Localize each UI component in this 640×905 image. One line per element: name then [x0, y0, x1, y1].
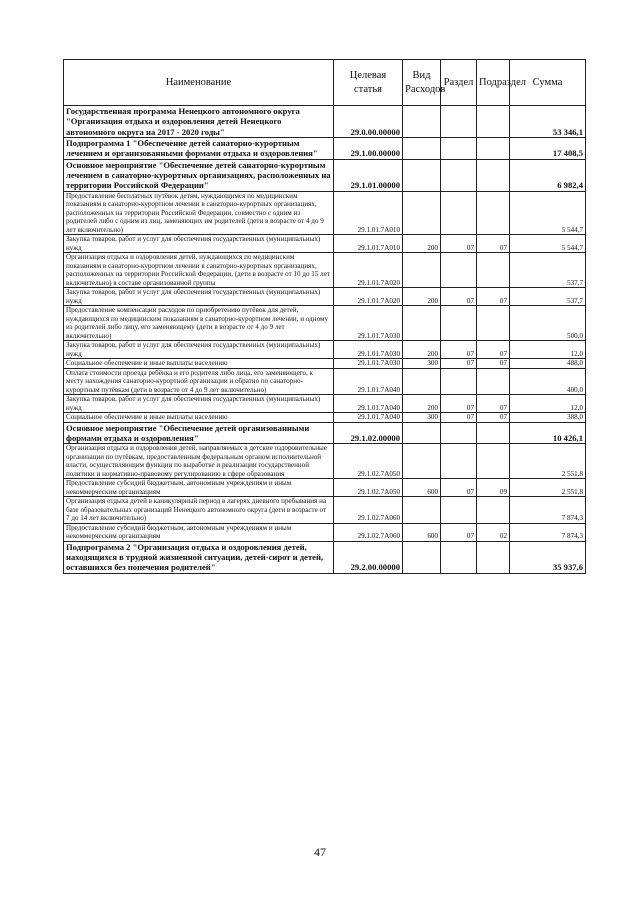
row-name: Предоставление субсидий бюджетным, автономным учреждениям и иным некоммерческим организациям [64, 479, 334, 497]
row-sum: 537,7 [510, 253, 586, 288]
table-row [64, 422, 586, 444]
row-vid [403, 368, 441, 395]
row-sum: 35 937,6 [510, 541, 586, 573]
row-sum: 7 874,3 [510, 497, 586, 524]
header-podrazdel: Подраздел [477, 60, 510, 106]
row-sum: 400,0 [510, 368, 586, 395]
table-row [64, 444, 586, 479]
table-row [64, 235, 586, 253]
row-sum: 2 551,8 [510, 444, 586, 479]
table-body [64, 106, 586, 574]
row-razdel [441, 422, 477, 444]
row-name: Социальное обеспечение и иные выплаты населению [64, 359, 334, 369]
row-vid: 300 [403, 413, 441, 423]
row-sum: 6 982,4 [510, 159, 586, 191]
row-target: 29.1.02.7А060 [334, 497, 403, 524]
row-sum: 5 544,7 [510, 235, 586, 253]
row-razdel [441, 497, 477, 524]
row-sum: 12,0 [510, 395, 586, 413]
row-target: 29.1.01.7А040 [334, 395, 403, 413]
row-sum: 10 426,1 [510, 422, 586, 444]
row-target: 29.1.00.00000 [334, 137, 403, 159]
row-podrazdel [477, 497, 510, 524]
row-name: Организация отдыха и оздоровления детей, нуждающихся по медицинским показаниям в санаторно-курортном лечении в санаторно-курортных организациях, расположенных на территории Российской Федерации, (дети в возрасте от 10 до 15 лет включительно) в составе организованной группы [64, 253, 334, 288]
row-name: Предоставление компенсации расходов по приобретению путёвок для детей, нуждающихся по медицинским показаниям в санаторно-курортном лечении, и одному из родителей либо лицу, его заменяющему (дети в возрасте от 4 до 9 лет включительно) [64, 306, 334, 341]
header-vid: Вид Расходов [403, 60, 441, 106]
row-vid: 200 [403, 341, 441, 359]
table-header-row [64, 60, 586, 106]
row-sum: 7 874,3 [510, 523, 586, 541]
row-podrazdel: 07 [477, 288, 510, 306]
row-podrazdel: 09 [477, 479, 510, 497]
row-razdel: 07 [441, 359, 477, 369]
row-name: Социальное обеспечение и иные выплаты населению [64, 413, 334, 423]
table-row [64, 288, 586, 306]
header-target: Целевая статья [334, 60, 403, 106]
row-target: 29.1.02.7А050 [334, 479, 403, 497]
row-target: 29.1.01.7А010 [334, 235, 403, 253]
row-sum: 388,0 [510, 413, 586, 423]
row-name: Закупка товаров, работ и услуг для обеспечения государственных (муниципальных) нужд [64, 235, 334, 253]
row-vid [403, 191, 441, 235]
row-sum: 12,0 [510, 341, 586, 359]
row-razdel: 07 [441, 235, 477, 253]
row-razdel [441, 306, 477, 341]
row-target: 29.1.02.7А060 [334, 523, 403, 541]
row-vid [403, 541, 441, 573]
row-podrazdel [477, 422, 510, 444]
row-name: Основное мероприятие "Обеспечение детей организованными формами отдыха и оздоровления" [64, 422, 334, 444]
row-razdel [441, 541, 477, 573]
row-podrazdel: 07 [477, 341, 510, 359]
row-podrazdel [477, 253, 510, 288]
row-target: 29.1.01.7А040 [334, 368, 403, 395]
row-podrazdel: 02 [477, 523, 510, 541]
row-name: Закупка товаров, работ и услуг для обеспечения государственных (муниципальных) нужд [64, 341, 334, 359]
row-razdel [441, 159, 477, 191]
row-target: 29.1.02.7А050 [334, 444, 403, 479]
row-vid [403, 444, 441, 479]
row-razdel: 07 [441, 341, 477, 359]
row-vid: 600 [403, 479, 441, 497]
table-row [64, 497, 586, 524]
table-row [64, 523, 586, 541]
row-razdel [441, 253, 477, 288]
row-vid [403, 159, 441, 191]
table-row [64, 253, 586, 288]
row-podrazdel [477, 106, 510, 138]
table-row [64, 191, 586, 235]
row-sum: 537,7 [510, 288, 586, 306]
row-vid [403, 306, 441, 341]
row-vid [403, 106, 441, 138]
row-razdel: 07 [441, 523, 477, 541]
page-number: 47 [314, 845, 326, 859]
row-vid [403, 497, 441, 524]
row-sum: 5 544,7 [510, 191, 586, 235]
row-razdel: 07 [441, 479, 477, 497]
row-target: 29.2.00.00000 [334, 541, 403, 573]
row-vid [403, 253, 441, 288]
row-name: Предоставление бесплатных путёвок детям, нуждающимся по медицинским показаниям в санаторно-курортном лечении в санаторно-курортных организациях, расположенных на территории Российской Федерации, совместно с одним из родителей либо с одним из лиц, заменяющих им родителей (дети в возрасте от 4 до 9 лет включительно) [64, 191, 334, 235]
row-target: 29.1.01.00000 [334, 159, 403, 191]
budget-table [63, 59, 586, 574]
row-podrazdel [477, 444, 510, 479]
header-razdel: Раздел [441, 60, 477, 106]
row-podrazdel [477, 306, 510, 341]
table-row [64, 359, 586, 369]
row-razdel [441, 137, 477, 159]
row-name: Государственная программа Ненецкого автономного округа "Организация отдыха и оздоровления детей Ненецкого автономного округа на 2017 - 2020 годы" [64, 106, 334, 138]
row-vid: 600 [403, 523, 441, 541]
table-row [64, 159, 586, 191]
row-podrazdel: 07 [477, 395, 510, 413]
row-podrazdel: 07 [477, 413, 510, 423]
row-name: Организация отдыха и оздоровления детей, направляемых в детские оздоровительные организации по путёвкам, предоставленным федеральным органом исполнительной власти, осуществляющим функции по выработке и реализации государственной политики и нормативно-правовому регулированию в сфере образования [64, 444, 334, 479]
row-name: Основное мероприятие "Обеспечение детей санаторно-курортным лечением в санаторно-курортных организациях, расположенных на территории Российской Федерации" [64, 159, 334, 191]
row-vid [403, 422, 441, 444]
table-row [64, 341, 586, 359]
row-target: 29.1.01.7А030 [334, 341, 403, 359]
row-vid: 300 [403, 359, 441, 369]
row-name: Закупка товаров, работ и услуг для обеспечения государственных (муниципальных) нужд [64, 288, 334, 306]
row-target: 29.1.01.7А010 [334, 191, 403, 235]
row-vid: 200 [403, 288, 441, 306]
row-podrazdel [477, 137, 510, 159]
row-razdel [441, 368, 477, 395]
row-sum: 488,0 [510, 359, 586, 369]
row-razdel: 07 [441, 395, 477, 413]
table-row [64, 541, 586, 573]
row-target: 29.1.02.00000 [334, 422, 403, 444]
row-name: Организация отдыха детей в каникулярный период в лагерях дневного пребывания на базе образовательных организаций Ненецкого автономного округа (дети в возрасте от 7 до 14 лет включительно) [64, 497, 334, 524]
row-target: 29.1.01.7А040 [334, 413, 403, 423]
table-row [64, 479, 586, 497]
row-name: Подпрограмма 2 "Организация отдыха и оздоровления детей, находящихся в трудной жизненной ситуации, детей-сирот и детей, оставшихся без попечения родителей" [64, 541, 334, 573]
row-razdel [441, 106, 477, 138]
row-vid: 200 [403, 395, 441, 413]
row-target: 29.1.01.7А020 [334, 253, 403, 288]
row-target: 29.1.01.7А020 [334, 288, 403, 306]
row-name: Оплата стоимости проезда ребёнка и его родителя либо лица, его заменяющего, к месту нахождения санаторно-курортной организации и обратно по санаторно-курортным путёвкам (дети в возрасте от 4 до 9 лет включительно) [64, 368, 334, 395]
row-sum: 53 346,1 [510, 106, 586, 138]
row-podrazdel [477, 368, 510, 395]
table-row [64, 106, 586, 138]
row-name: Закупка товаров, работ и услуг для обеспечения государственных (муниципальных) нужд [64, 395, 334, 413]
row-razdel [441, 191, 477, 235]
row-podrazdel [477, 159, 510, 191]
header-sum: Сумма [510, 60, 586, 106]
row-target: 29.0.00.00000 [334, 106, 403, 138]
row-razdel: 07 [441, 288, 477, 306]
table-row [64, 306, 586, 341]
table-row [64, 395, 586, 413]
table-row [64, 137, 586, 159]
row-sum: 2 551,8 [510, 479, 586, 497]
row-target: 29.1.01.7А030 [334, 359, 403, 369]
row-vid [403, 137, 441, 159]
row-razdel [441, 444, 477, 479]
row-target: 29.1.01.7А030 [334, 306, 403, 341]
row-podrazdel [477, 541, 510, 573]
header-name: Наименование [64, 60, 334, 106]
row-vid: 200 [403, 235, 441, 253]
row-podrazdel: 07 [477, 359, 510, 369]
row-razdel: 07 [441, 413, 477, 423]
row-sum: 17 408,5 [510, 137, 586, 159]
table-row [64, 368, 586, 395]
table-row [64, 413, 586, 423]
row-sum: 500,0 [510, 306, 586, 341]
row-podrazdel [477, 191, 510, 235]
row-podrazdel: 07 [477, 235, 510, 253]
row-name: Подпрограмма 1 "Обеспечение детей санаторно-курортным лечением и организованными формами отдыха и оздоровления" [64, 137, 334, 159]
row-name: Предоставление субсидий бюджетным, автономным учреждениям и иным некоммерческим организациям [64, 523, 334, 541]
